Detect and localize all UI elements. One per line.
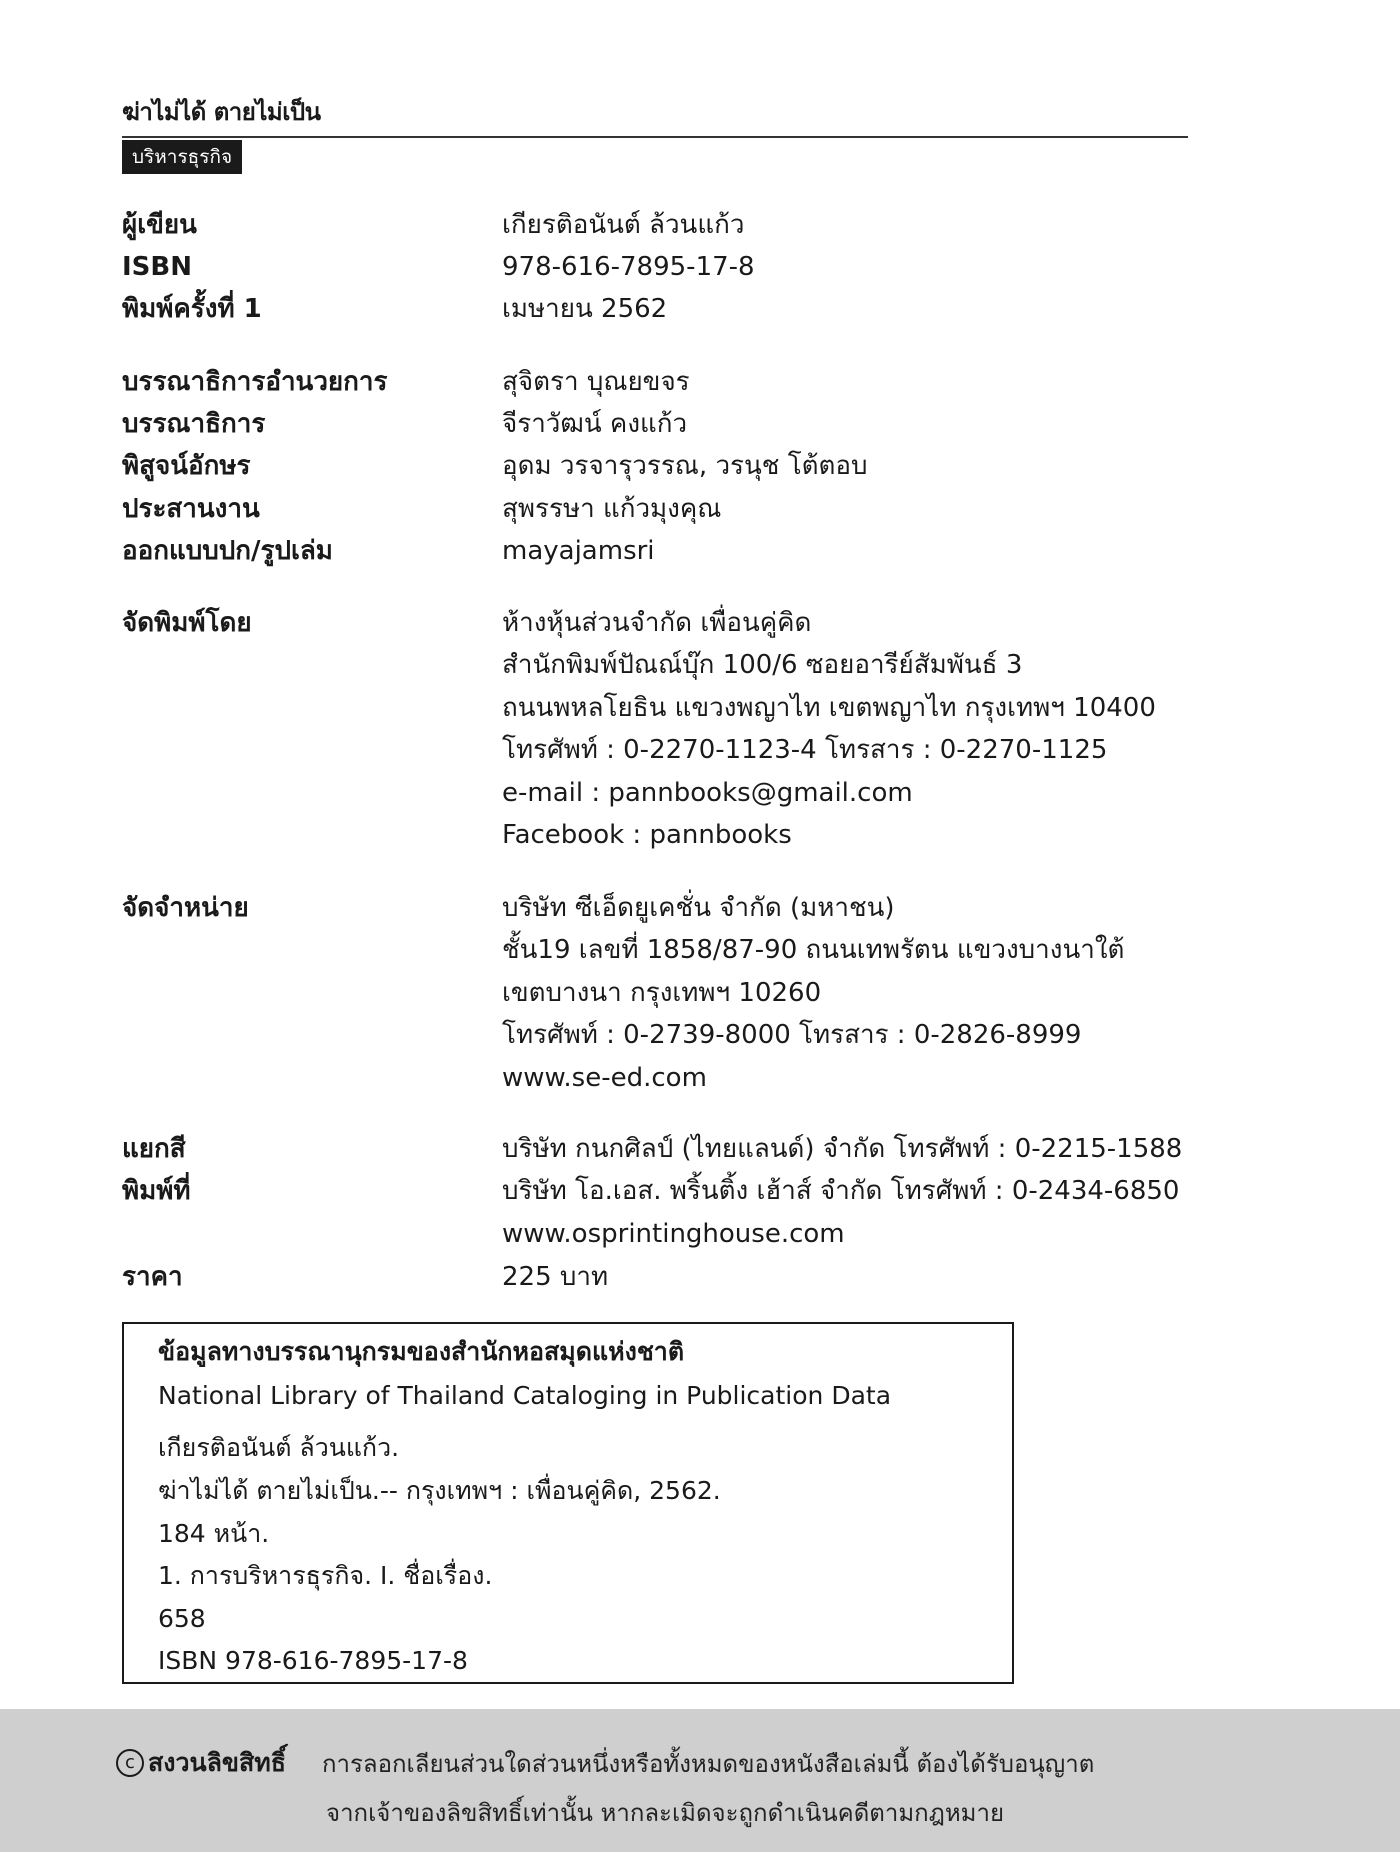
credit-value: mayajamsri [502, 536, 655, 566]
credit-value: เกียรติอนันต์ ล้วนแก้ว [502, 210, 745, 240]
credit-value: เขตบางนา กรุงเทพฯ 10260 [502, 978, 822, 1008]
header-rule [122, 136, 1188, 138]
credit-label: ISBN [122, 252, 192, 282]
cip-line: ฆ่าไม่ได้ ตายไม่เป็น.-- กรุงเทพฯ : เพื่อนคู่คิด, 2562. [158, 1476, 721, 1505]
credit-value: สำนักพิมพ์ปัณณ์บุ๊ก 100/6 ซอยอารีย์สัมพันธ์ 3 [502, 650, 1023, 680]
credit-value: บริษัท กนกศิลป์ (ไทยแลนด์) จำกัด โทรศัพท์ : 0-2215-1588 [502, 1134, 1183, 1164]
credit-label: พิสูจน์อักษร [122, 451, 251, 481]
credit-label: พิมพ์ครั้งที่ 1 [122, 294, 262, 324]
copyright-label: สงวนลิขสิทธิ์ [148, 1748, 287, 1777]
cip-line: ISBN 978-616-7895-17-8 [158, 1646, 468, 1675]
copyright-notice-line1: การลอกเลียนส่วนใดส่วนหนึ่งหรือทั้งหมดของหนังสือเล่มนี้ ต้องได้รับอนุญาต [322, 1750, 1095, 1778]
credit-value: 225 บาท [502, 1262, 609, 1292]
cip-box [122, 1322, 1014, 1684]
copyright-icon: c [116, 1749, 144, 1777]
credit-label: แยกสี [122, 1134, 186, 1164]
credit-value: สุจิตรา บุณยขจร [502, 367, 690, 397]
credit-value: Facebook : pannbooks [502, 820, 792, 850]
credit-value: ห้างหุ้นส่วนจำกัด เพื่อนคู่คิด [502, 608, 812, 638]
credit-value: ชั้น19 เลขที่ 1858/87-90 ถนนเทพรัตน แขวงบางนาใต้ [502, 935, 1125, 965]
cip-line: 658 [158, 1604, 206, 1633]
book-title: ฆ่าไม่ได้ ตายไม่เป็น [122, 98, 321, 126]
credit-label: บรรณาธิการ [122, 409, 266, 439]
cip-title: ข้อมูลทางบรรณานุกรมของสำนักหอสมุดแห่งชาติ [158, 1337, 685, 1366]
credit-value: เมษายน 2562 [502, 294, 668, 324]
credit-value: 978-616-7895-17-8 [502, 252, 755, 282]
credit-value: ถนนพหลโยธิน แขวงพญาไท เขตพญาไท กรุงเทพฯ 10400 [502, 693, 1156, 723]
credit-label: ผู้เขียน [122, 210, 197, 240]
credit-value: บริษัท ซีเอ็ดยูเคชั่น จำกัด (มหาชน) [502, 893, 895, 923]
credit-value: สุพรรษา แก้วมุงคุณ [502, 494, 722, 524]
credit-value: บริษัท โอ.เอส. พริ้นติ้ง เฮ้าส์ จำกัด โทรศัพท์ : 0-2434-6850 [502, 1176, 1180, 1206]
credit-label: บรรณาธิการอำนวยการ [122, 367, 388, 397]
credit-label: จัดพิมพ์โดย [122, 608, 252, 638]
credit-label: พิมพ์ที่ [122, 1176, 191, 1206]
credit-value: www.osprintinghouse.com [502, 1219, 845, 1249]
credit-label: ราคา [122, 1262, 183, 1292]
cip-line: 1. การบริหารธุรกิจ. I. ชื่อเรื่อง. [158, 1561, 493, 1590]
cip-subtitle: National Library of Thailand Cataloging in Publication Data [158, 1381, 892, 1410]
credit-value: อุดม วรจารุวรรณ, วรนุช โต้ตอบ [502, 451, 868, 481]
credit-label: ประสานงาน [122, 494, 260, 524]
copyright-footer [0, 1709, 1400, 1852]
credit-value: จีราวัฒน์ คงแก้ว [502, 409, 688, 439]
copyright-notice-line2: จากเจ้าของลิขสิทธิ์เท่านั้น หากละเมิดจะถูกดำเนินคดีตามกฎหมาย [326, 1799, 1004, 1827]
cip-line: 184 หน้า. [158, 1519, 270, 1548]
category-tag: บริหารธุรกิจ [122, 140, 242, 174]
credit-value: www.se-ed.com [502, 1063, 707, 1093]
credit-value: โทรศัพท์ : 0-2739-8000 โทรสาร : 0-2826-8999 [502, 1020, 1082, 1050]
credit-label: ออกแบบปก/รูปเล่ม [122, 536, 333, 566]
credit-value: โทรศัพท์ : 0-2270-1123-4 โทรสาร : 0-2270-1125 [502, 735, 1108, 765]
cip-line: เกียรติอนันต์ ล้วนแก้ว. [158, 1433, 400, 1462]
credit-value: e-mail : pannbooks@gmail.com [502, 778, 913, 808]
credit-label: จัดจำหน่าย [122, 893, 249, 923]
